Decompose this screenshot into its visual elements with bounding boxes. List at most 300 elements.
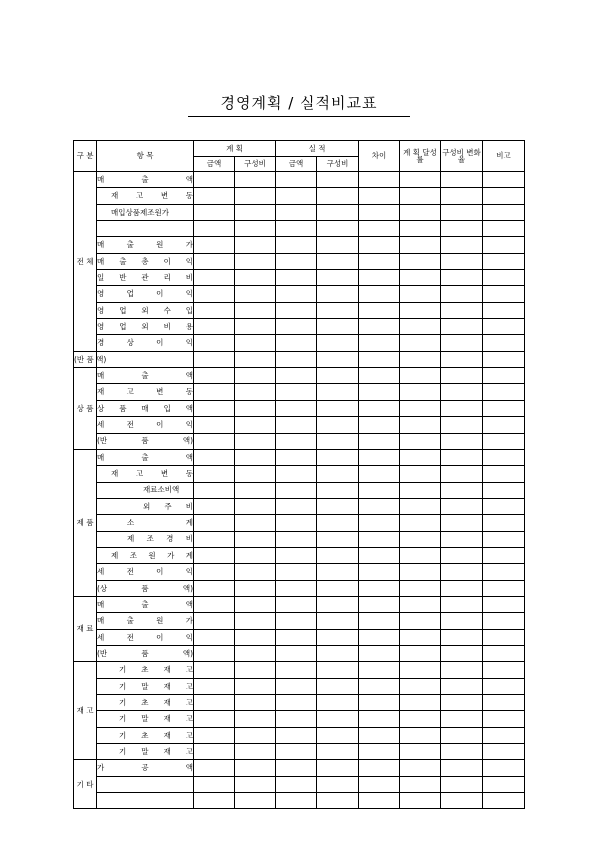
value-cell[interactable] (276, 466, 317, 482)
value-cell[interactable] (359, 286, 400, 302)
value-cell[interactable] (400, 319, 441, 335)
value-cell[interactable] (235, 711, 276, 727)
value-cell[interactable] (400, 351, 441, 367)
value-cell[interactable] (359, 580, 400, 596)
value-cell[interactable] (235, 319, 276, 335)
value-cell[interactable] (235, 776, 276, 792)
value-cell[interactable] (194, 645, 235, 661)
value-cell[interactable] (235, 188, 276, 204)
value-cell[interactable] (400, 547, 441, 563)
value-cell[interactable] (483, 204, 525, 220)
value-cell[interactable] (276, 204, 317, 220)
value-cell[interactable] (194, 678, 235, 694)
value-cell[interactable] (276, 417, 317, 433)
value-cell[interactable] (317, 417, 359, 433)
value-cell[interactable] (194, 335, 235, 351)
value-cell[interactable] (359, 547, 400, 563)
value-cell[interactable] (400, 678, 441, 694)
value-cell[interactable] (317, 613, 359, 629)
value-cell[interactable] (317, 678, 359, 694)
value-cell[interactable] (359, 662, 400, 678)
value-cell[interactable] (441, 645, 483, 661)
value-cell[interactable] (483, 760, 525, 776)
value-cell[interactable] (276, 596, 317, 612)
value-cell[interactable] (359, 400, 400, 416)
value-cell[interactable] (276, 515, 317, 531)
value-cell[interactable] (441, 662, 483, 678)
value-cell[interactable] (276, 172, 317, 188)
value-cell[interactable] (359, 596, 400, 612)
value-cell[interactable] (400, 204, 441, 220)
value-cell[interactable] (483, 449, 525, 465)
value-cell[interactable] (483, 613, 525, 629)
value-cell[interactable] (441, 727, 483, 743)
value-cell[interactable] (194, 351, 235, 367)
value-cell[interactable] (359, 319, 400, 335)
value-cell[interactable] (441, 466, 483, 482)
value-cell[interactable] (194, 433, 235, 449)
value-cell[interactable] (317, 695, 359, 711)
value-cell[interactable] (483, 482, 525, 498)
value-cell[interactable] (317, 172, 359, 188)
value-cell[interactable] (235, 515, 276, 531)
value-cell[interactable] (317, 482, 359, 498)
value-cell[interactable] (441, 204, 483, 220)
value-cell[interactable] (483, 270, 525, 286)
value-cell[interactable] (400, 744, 441, 760)
value-cell[interactable] (276, 449, 317, 465)
value-cell[interactable] (400, 449, 441, 465)
value-cell[interactable] (276, 400, 317, 416)
value-cell[interactable] (359, 695, 400, 711)
value-cell[interactable] (276, 482, 317, 498)
value-cell[interactable] (235, 237, 276, 253)
value-cell[interactable] (235, 580, 276, 596)
value-cell[interactable] (483, 596, 525, 612)
value-cell[interactable] (359, 368, 400, 384)
value-cell[interactable] (400, 531, 441, 547)
value-cell[interactable] (483, 417, 525, 433)
value-cell[interactable] (235, 466, 276, 482)
value-cell[interactable] (400, 221, 441, 237)
value-cell[interactable] (276, 302, 317, 318)
value-cell[interactable] (400, 564, 441, 580)
value-cell[interactable] (317, 368, 359, 384)
value-cell[interactable] (276, 237, 317, 253)
value-cell[interactable] (359, 351, 400, 367)
value-cell[interactable] (235, 744, 276, 760)
value-cell[interactable] (441, 417, 483, 433)
value-cell[interactable] (400, 662, 441, 678)
value-cell[interactable] (194, 270, 235, 286)
value-cell[interactable] (359, 221, 400, 237)
value-cell[interactable] (400, 466, 441, 482)
value-cell[interactable] (194, 613, 235, 629)
value-cell[interactable] (400, 793, 441, 809)
value-cell[interactable] (317, 645, 359, 661)
value-cell[interactable] (400, 613, 441, 629)
value-cell[interactable] (483, 629, 525, 645)
value-cell[interactable] (441, 515, 483, 531)
value-cell[interactable] (317, 302, 359, 318)
value-cell[interactable] (317, 629, 359, 645)
value-cell[interactable] (317, 204, 359, 220)
value-cell[interactable] (400, 384, 441, 400)
value-cell[interactable] (317, 400, 359, 416)
value-cell[interactable] (276, 564, 317, 580)
value-cell[interactable] (483, 727, 525, 743)
value-cell[interactable] (194, 286, 235, 302)
value-cell[interactable] (359, 237, 400, 253)
value-cell[interactable] (317, 221, 359, 237)
value-cell[interactable] (400, 498, 441, 514)
value-cell[interactable] (276, 253, 317, 269)
value-cell[interactable] (317, 237, 359, 253)
value-cell[interactable] (400, 695, 441, 711)
value-cell[interactable] (359, 629, 400, 645)
value-cell[interactable] (359, 417, 400, 433)
value-cell[interactable] (276, 433, 317, 449)
value-cell[interactable] (317, 793, 359, 809)
value-cell[interactable] (194, 596, 235, 612)
value-cell[interactable] (359, 433, 400, 449)
value-cell[interactable] (194, 711, 235, 727)
value-cell[interactable] (194, 204, 235, 220)
value-cell[interactable] (441, 580, 483, 596)
value-cell[interactable] (194, 188, 235, 204)
value-cell[interactable] (441, 384, 483, 400)
value-cell[interactable] (194, 482, 235, 498)
value-cell[interactable] (483, 302, 525, 318)
value-cell[interactable] (276, 695, 317, 711)
value-cell[interactable] (194, 368, 235, 384)
value-cell[interactable] (276, 384, 317, 400)
value-cell[interactable] (359, 744, 400, 760)
value-cell[interactable] (359, 531, 400, 547)
value-cell[interactable] (276, 286, 317, 302)
value-cell[interactable] (483, 744, 525, 760)
value-cell[interactable] (235, 433, 276, 449)
value-cell[interactable] (276, 270, 317, 286)
value-cell[interactable] (483, 237, 525, 253)
value-cell[interactable] (235, 498, 276, 514)
value-cell[interactable] (483, 253, 525, 269)
value-cell[interactable] (317, 596, 359, 612)
value-cell[interactable] (483, 286, 525, 302)
value-cell[interactable] (441, 302, 483, 318)
value-cell[interactable] (359, 793, 400, 809)
value-cell[interactable] (317, 744, 359, 760)
value-cell[interactable] (400, 580, 441, 596)
value-cell[interactable] (359, 172, 400, 188)
value-cell[interactable] (441, 613, 483, 629)
value-cell[interactable] (194, 629, 235, 645)
value-cell[interactable] (276, 547, 317, 563)
value-cell[interactable] (276, 793, 317, 809)
value-cell[interactable] (235, 564, 276, 580)
value-cell[interactable] (441, 482, 483, 498)
value-cell[interactable] (276, 319, 317, 335)
value-cell[interactable] (359, 498, 400, 514)
value-cell[interactable] (194, 744, 235, 760)
value-cell[interactable] (359, 564, 400, 580)
value-cell[interactable] (483, 711, 525, 727)
value-cell[interactable] (194, 400, 235, 416)
value-cell[interactable] (317, 384, 359, 400)
value-cell[interactable] (483, 400, 525, 416)
value-cell[interactable] (483, 662, 525, 678)
value-cell[interactable] (359, 253, 400, 269)
value-cell[interactable] (359, 645, 400, 661)
value-cell[interactable] (235, 286, 276, 302)
value-cell[interactable] (441, 678, 483, 694)
value-cell[interactable] (276, 662, 317, 678)
value-cell[interactable] (441, 449, 483, 465)
value-cell[interactable] (317, 662, 359, 678)
value-cell[interactable] (441, 188, 483, 204)
value-cell[interactable] (317, 335, 359, 351)
value-cell[interactable] (483, 319, 525, 335)
value-cell[interactable] (194, 319, 235, 335)
value-cell[interactable] (400, 482, 441, 498)
value-cell[interactable] (194, 221, 235, 237)
value-cell[interactable] (276, 678, 317, 694)
value-cell[interactable] (235, 449, 276, 465)
value-cell[interactable] (276, 760, 317, 776)
value-cell[interactable] (359, 204, 400, 220)
value-cell[interactable] (483, 221, 525, 237)
value-cell[interactable] (400, 727, 441, 743)
value-cell[interactable] (317, 351, 359, 367)
value-cell[interactable] (276, 188, 317, 204)
value-cell[interactable] (441, 433, 483, 449)
value-cell[interactable] (359, 384, 400, 400)
value-cell[interactable] (483, 580, 525, 596)
value-cell[interactable] (317, 433, 359, 449)
value-cell[interactable] (276, 335, 317, 351)
value-cell[interactable] (276, 613, 317, 629)
value-cell[interactable] (276, 727, 317, 743)
value-cell[interactable] (441, 286, 483, 302)
value-cell[interactable] (400, 629, 441, 645)
value-cell[interactable] (359, 711, 400, 727)
value-cell[interactable] (359, 613, 400, 629)
value-cell[interactable] (97, 351, 194, 367)
value-cell[interactable] (276, 221, 317, 237)
value-cell[interactable] (441, 776, 483, 792)
value-cell[interactable] (400, 253, 441, 269)
value-cell[interactable] (400, 417, 441, 433)
value-cell[interactable] (194, 466, 235, 482)
value-cell[interactable] (483, 466, 525, 482)
value-cell[interactable] (483, 793, 525, 809)
value-cell[interactable] (317, 270, 359, 286)
value-cell[interactable] (194, 547, 235, 563)
value-cell[interactable] (317, 711, 359, 727)
value-cell[interactable] (235, 253, 276, 269)
value-cell[interactable] (359, 270, 400, 286)
value-cell[interactable] (400, 368, 441, 384)
value-cell[interactable] (194, 793, 235, 809)
value-cell[interactable] (483, 433, 525, 449)
value-cell[interactable] (400, 302, 441, 318)
value-cell[interactable] (359, 776, 400, 792)
value-cell[interactable] (194, 776, 235, 792)
value-cell[interactable] (483, 368, 525, 384)
value-cell[interactable] (194, 760, 235, 776)
value-cell[interactable] (276, 776, 317, 792)
value-cell[interactable] (441, 744, 483, 760)
value-cell[interactable] (400, 237, 441, 253)
value-cell[interactable] (235, 368, 276, 384)
value-cell[interactable] (194, 237, 235, 253)
value-cell[interactable] (359, 482, 400, 498)
value-cell[interactable] (317, 498, 359, 514)
value-cell[interactable] (194, 253, 235, 269)
value-cell[interactable] (483, 531, 525, 547)
value-cell[interactable] (483, 515, 525, 531)
value-cell[interactable] (276, 498, 317, 514)
value-cell[interactable] (194, 172, 235, 188)
value-cell[interactable] (400, 270, 441, 286)
value-cell[interactable] (359, 760, 400, 776)
value-cell[interactable] (483, 188, 525, 204)
value-cell[interactable] (359, 449, 400, 465)
value-cell[interactable] (441, 695, 483, 711)
value-cell[interactable] (441, 596, 483, 612)
value-cell[interactable] (194, 531, 235, 547)
value-cell[interactable] (235, 270, 276, 286)
value-cell[interactable] (235, 629, 276, 645)
value-cell[interactable] (441, 368, 483, 384)
value-cell[interactable] (483, 498, 525, 514)
value-cell[interactable] (317, 580, 359, 596)
value-cell[interactable] (441, 400, 483, 416)
value-cell[interactable] (441, 498, 483, 514)
value-cell[interactable] (359, 678, 400, 694)
value-cell[interactable] (400, 711, 441, 727)
value-cell[interactable] (483, 172, 525, 188)
value-cell[interactable] (441, 237, 483, 253)
value-cell[interactable] (400, 335, 441, 351)
value-cell[interactable] (441, 711, 483, 727)
value-cell[interactable] (400, 172, 441, 188)
value-cell[interactable] (317, 253, 359, 269)
value-cell[interactable] (194, 515, 235, 531)
value-cell[interactable] (235, 531, 276, 547)
value-cell[interactable] (483, 384, 525, 400)
value-cell[interactable] (235, 793, 276, 809)
value-cell[interactable] (235, 645, 276, 661)
value-cell[interactable] (441, 172, 483, 188)
value-cell[interactable] (400, 400, 441, 416)
value-cell[interactable] (194, 498, 235, 514)
value-cell[interactable] (400, 515, 441, 531)
value-cell[interactable] (483, 645, 525, 661)
value-cell[interactable] (317, 547, 359, 563)
value-cell[interactable] (235, 204, 276, 220)
value-cell[interactable] (400, 188, 441, 204)
value-cell[interactable] (194, 302, 235, 318)
value-cell[interactable] (317, 515, 359, 531)
value-cell[interactable] (359, 335, 400, 351)
value-cell[interactable] (194, 564, 235, 580)
value-cell[interactable] (276, 744, 317, 760)
value-cell[interactable] (441, 335, 483, 351)
value-cell[interactable] (359, 515, 400, 531)
value-cell[interactable] (317, 319, 359, 335)
value-cell[interactable] (441, 351, 483, 367)
value-cell[interactable] (400, 596, 441, 612)
value-cell[interactable] (235, 662, 276, 678)
value-cell[interactable] (317, 531, 359, 547)
value-cell[interactable] (276, 629, 317, 645)
value-cell[interactable] (441, 547, 483, 563)
value-cell[interactable] (194, 580, 235, 596)
value-cell[interactable] (483, 678, 525, 694)
value-cell[interactable] (441, 531, 483, 547)
value-cell[interactable] (317, 188, 359, 204)
value-cell[interactable] (276, 711, 317, 727)
value-cell[interactable] (483, 547, 525, 563)
value-cell[interactable] (235, 351, 276, 367)
value-cell[interactable] (400, 760, 441, 776)
value-cell[interactable] (194, 449, 235, 465)
value-cell[interactable] (441, 793, 483, 809)
value-cell[interactable] (317, 727, 359, 743)
value-cell[interactable] (235, 417, 276, 433)
value-cell[interactable] (194, 662, 235, 678)
value-cell[interactable] (235, 172, 276, 188)
value-cell[interactable] (276, 580, 317, 596)
value-cell[interactable] (483, 695, 525, 711)
value-cell[interactable] (441, 319, 483, 335)
value-cell[interactable] (400, 776, 441, 792)
value-cell[interactable] (441, 629, 483, 645)
value-cell[interactable] (441, 270, 483, 286)
value-cell[interactable] (194, 417, 235, 433)
value-cell[interactable] (359, 188, 400, 204)
value-cell[interactable] (359, 466, 400, 482)
value-cell[interactable] (317, 760, 359, 776)
value-cell[interactable] (235, 482, 276, 498)
value-cell[interactable] (317, 776, 359, 792)
value-cell[interactable] (483, 776, 525, 792)
value-cell[interactable] (194, 384, 235, 400)
value-cell[interactable] (400, 286, 441, 302)
value-cell[interactable] (235, 695, 276, 711)
value-cell[interactable] (400, 645, 441, 661)
value-cell[interactable] (194, 727, 235, 743)
value-cell[interactable] (400, 433, 441, 449)
value-cell[interactable] (441, 221, 483, 237)
value-cell[interactable] (235, 613, 276, 629)
value-cell[interactable] (276, 531, 317, 547)
value-cell[interactable] (235, 596, 276, 612)
value-cell[interactable] (317, 286, 359, 302)
value-cell[interactable] (235, 547, 276, 563)
value-cell[interactable] (483, 564, 525, 580)
value-cell[interactable] (235, 384, 276, 400)
value-cell[interactable] (359, 727, 400, 743)
value-cell[interactable] (235, 727, 276, 743)
value-cell[interactable] (235, 221, 276, 237)
value-cell[interactable] (235, 678, 276, 694)
value-cell[interactable] (276, 351, 317, 367)
value-cell[interactable] (235, 335, 276, 351)
value-cell[interactable] (235, 302, 276, 318)
value-cell[interactable] (235, 400, 276, 416)
